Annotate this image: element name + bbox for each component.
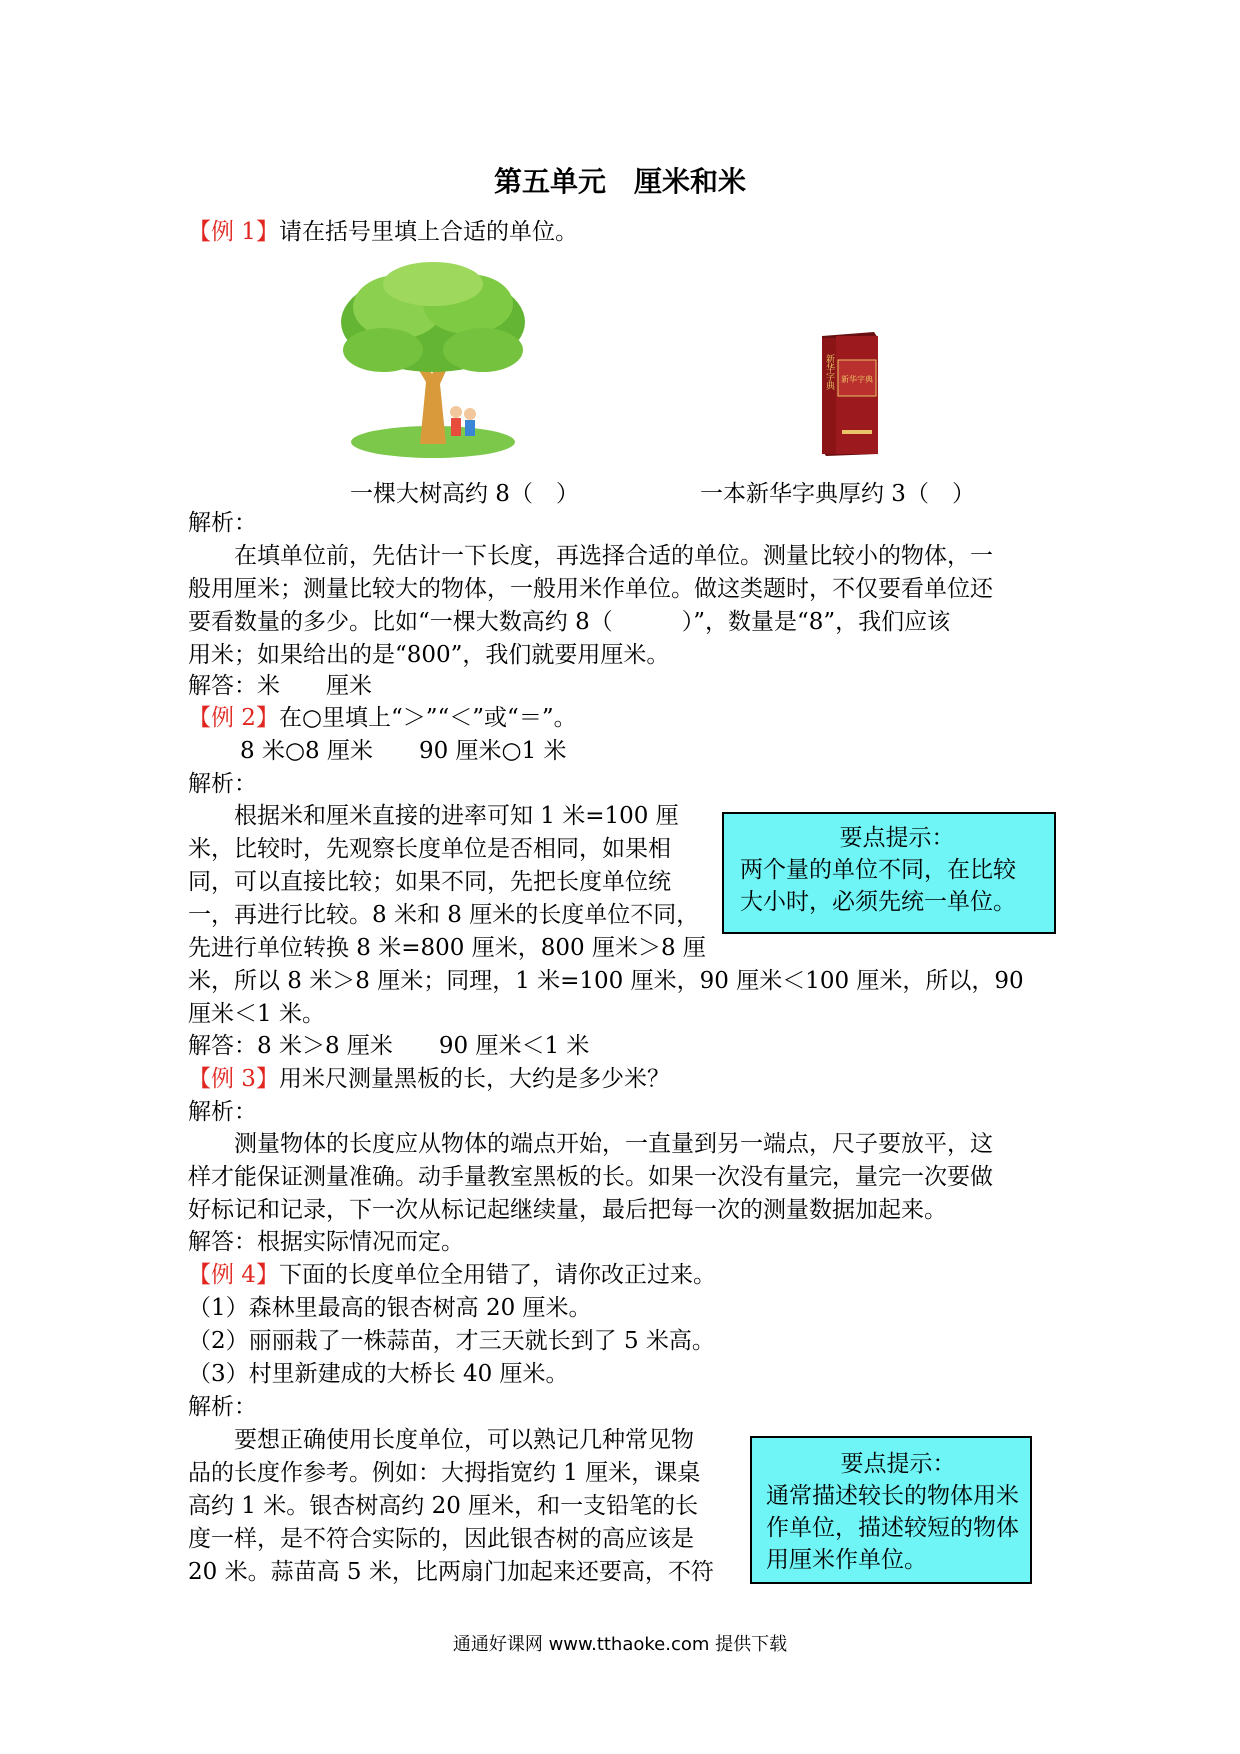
- tip-box-1: [722, 812, 1056, 934]
- text-line: 测量物体的长度应从物体的端点开始，一直量到另一端点，尺子要放平，这: [188, 1131, 993, 1157]
- example-3-question: [188, 1064, 670, 1094]
- text-line: 要看数量的多少。比如“一棵大数高约 8（ ）”，数量是“8”，我们应该: [188, 609, 951, 635]
- analysis-label: 解析：: [188, 510, 257, 536]
- text-line: 同，可以直接比较；如果不同，先把长度单位统: [188, 869, 671, 895]
- tip-box-2: [750, 1436, 1032, 1584]
- example-2-answer: 解答：8 米＞8 厘米 90 厘米＜1 米: [188, 1033, 590, 1059]
- example-4-tag: 【例 4】: [188, 1262, 279, 1288]
- analysis-label: 解析：: [188, 1394, 257, 1420]
- example-4-question: [188, 1260, 716, 1290]
- example-1-tag: 【例 1】: [188, 219, 279, 245]
- text-line: 20 米。蒜苗高 5 米，比两扇门加起来还要高，不符: [188, 1559, 714, 1585]
- tip-line: 两个量的单位不同，在比较: [740, 857, 1016, 883]
- example-2-analysis-full: [188, 965, 1024, 1031]
- example-1-question: [188, 217, 578, 247]
- example-3-analysis: [188, 1128, 993, 1227]
- text-line: 好标记和记录，下一次从标记起继续量，最后把每一次的测量数据加起来。: [188, 1197, 947, 1223]
- analysis-label: 解析：: [188, 771, 257, 797]
- dictionary-illustration: [812, 330, 884, 458]
- text-line: 厘米＜1 米。: [188, 1001, 325, 1027]
- example-4-item: （1）森林里最高的银杏树高 20 厘米。: [188, 1295, 592, 1321]
- text-line: 用米；如果给出的是“800”，我们就要用厘米。: [188, 642, 670, 668]
- tree-illustration: [328, 262, 538, 462]
- text-line: 根据米和厘米直接的进率可知 1 米=100 厘: [188, 803, 679, 829]
- tip-heading: 要点提示：: [840, 1451, 956, 1477]
- page-title: 第五单元 厘米和米: [493, 165, 746, 198]
- page-footer: 通通好课网 www.tthaoke.com 提供下载: [452, 1634, 788, 1655]
- tip-line: 作单位，描述较短的物体: [766, 1515, 1019, 1541]
- tip-line: 通常描述较长的物体用米: [766, 1483, 1019, 1509]
- example-2-text: 在○里填上“＞”“＜”或“＝”。: [278, 705, 577, 731]
- text-line: 先进行单位转换 8 米=800 厘米，800 厘米＞8 厘: [188, 935, 706, 961]
- tree-caption: 一棵大树高约 8（ ）: [350, 481, 579, 507]
- example-4-item: （2）丽丽栽了一株蒜苗，才三天就长到了 5 米高。: [188, 1328, 715, 1354]
- example-2-analysis-left: [188, 800, 706, 965]
- example-1-text: 请在括号里填上合适的单位。: [278, 219, 578, 245]
- example-4-text: 下面的长度单位全用错了，请你改正过来。: [278, 1262, 716, 1288]
- book-caption: 一本新华字典厚约 3（ ）: [700, 481, 975, 507]
- analysis-label: 解析：: [188, 1099, 257, 1125]
- text-line: 度一样，是不符合实际的，因此银杏树的高应该是: [188, 1526, 694, 1552]
- example-1-answer: 解答：米 厘米: [188, 673, 372, 699]
- tip-line: 用厘米作单位。: [766, 1547, 927, 1573]
- example-2-items: 8 米○8 厘米 90 厘米○1 米: [240, 738, 567, 764]
- text-line: 一，再进行比较。8 米和 8 厘米的长度单位不同，: [188, 902, 700, 928]
- example-4-analysis: [188, 1424, 714, 1589]
- text-line: 要想正确使用长度单位，可以熟记几种常见物: [188, 1427, 694, 1453]
- text-line: 米，所以 8 米＞8 厘米；同理，1 米=100 厘米，90 厘米＜100 厘米，所以，90: [188, 968, 1024, 994]
- tip-heading: 要点提示：: [839, 825, 955, 851]
- example-3-tag: 【例 3】: [188, 1066, 279, 1092]
- example-3-text: 用米尺测量黑板的长，大约是多少米？: [278, 1066, 670, 1092]
- example-2-question: [188, 703, 577, 733]
- text-line: 在填单位前，先估计一下长度，再选择合适的单位。测量比较小的物体，一: [188, 543, 993, 569]
- text-line: 米，比较时，先观察长度单位是否相同，如果相: [188, 836, 671, 862]
- text-line: 般用厘米；测量比较大的物体，一般用米作单位。做这类题时，不仅要看单位还: [188, 576, 993, 602]
- dictionary-cover-text: 新华字典: [841, 375, 873, 384]
- example-3-answer: 解答：根据实际情况而定。: [188, 1229, 464, 1255]
- tip-line: 大小时，必须先统一单位。: [740, 889, 1016, 915]
- example-4-item: （3）村里新建成的大桥长 40 厘米。: [188, 1361, 569, 1387]
- example-1-analysis: [188, 540, 993, 672]
- text-line: 样才能保证测量准确。动手量教室黑板的长。如果一次没有量完，量完一次要做: [188, 1164, 993, 1190]
- text-line: 高约 1 米。银杏树高约 20 厘米，和一支铅笔的长: [188, 1493, 699, 1519]
- example-2-tag: 【例 2】: [188, 705, 279, 731]
- text-line: 品的长度作参考。例如：大拇指宽约 1 厘米，课桌: [188, 1460, 701, 1486]
- dictionary-spine-text: 新华字典: [824, 354, 834, 390]
